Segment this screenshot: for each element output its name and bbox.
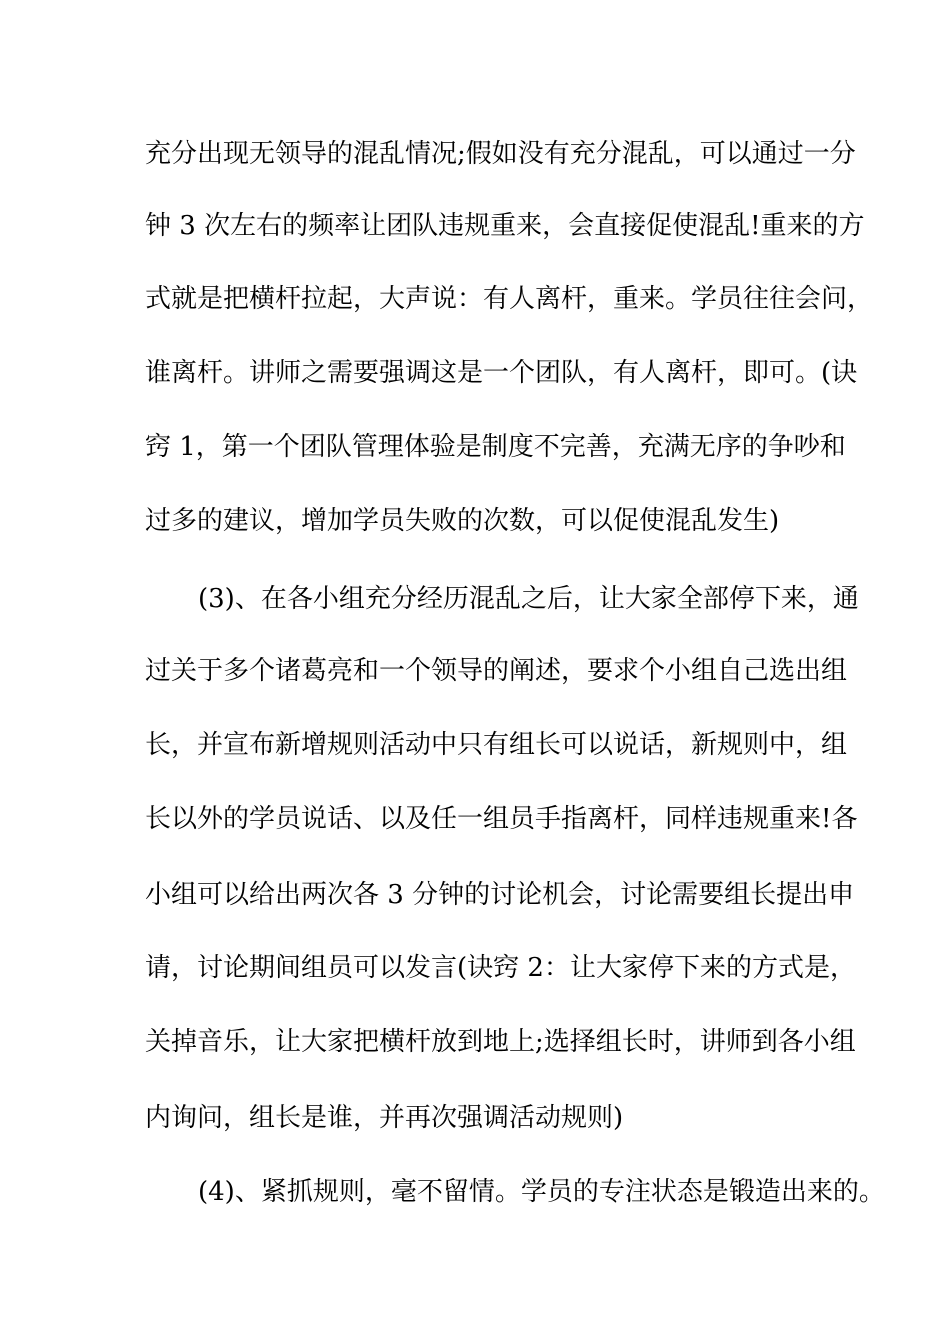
paragraph-line-14: 内询问，组长是谁，并再次强调活动规则) <box>145 1103 624 1133</box>
paragraph-line-11: 小组可以给出两次各 3 分钟的讨论机会，讨论需要组长提出申 <box>145 880 855 910</box>
paragraph-line-4: 谁离杆。讲师之需要强调这是一个团队，有人离杆，即可。(诀 <box>145 358 858 388</box>
paragraph-line-7: (3)、在各小组充分经历混乱之后，让大家全部停下来，通 <box>198 584 859 614</box>
paragraph-line-5: 窍 1，第一个团队管理体验是制度不完善，充满无序的争吵和 <box>145 432 846 462</box>
paragraph-line-10: 长以外的学员说话、以及任一组员手指离杆，同样违规重来!各 <box>145 804 858 834</box>
paragraph-line-3: 式就是把横杆拉起，大声说：有人离杆，重来。学员往往会问， <box>145 284 874 314</box>
paragraph-line-13: 关掉音乐，让大家把横杆放到地上;选择组长时，讲师到各小组 <box>145 1027 856 1057</box>
paragraph-line-6: 过多的建议，增加学员失败的次数，可以促使混乱发生) <box>145 506 780 536</box>
paragraph-line-12: 请，讨论期间组员可以发言(诀窍 2：让大家停下来的方式是， <box>145 953 856 983</box>
paragraph-line-9: 长，并宣布新增规则活动中只有组长可以说话，新规则中，组 <box>145 730 848 760</box>
paragraph-line-8: 过关于多个诸葛亮和一个领导的阐述，要求个小组自己选出组 <box>145 656 848 686</box>
paragraph-line-2: 钟 3 次左右的频率让团队违规重来，会直接促使混乱!重来的方 <box>145 211 865 241</box>
paragraph-line-15: (4)、紧抓规则，毫不留情。学员的专注状态是锻造出来的。 <box>198 1177 885 1207</box>
paragraph-line-1: 充分出现无领导的混乱情况;假如没有充分混乱，可以通过一分 <box>145 139 856 169</box>
